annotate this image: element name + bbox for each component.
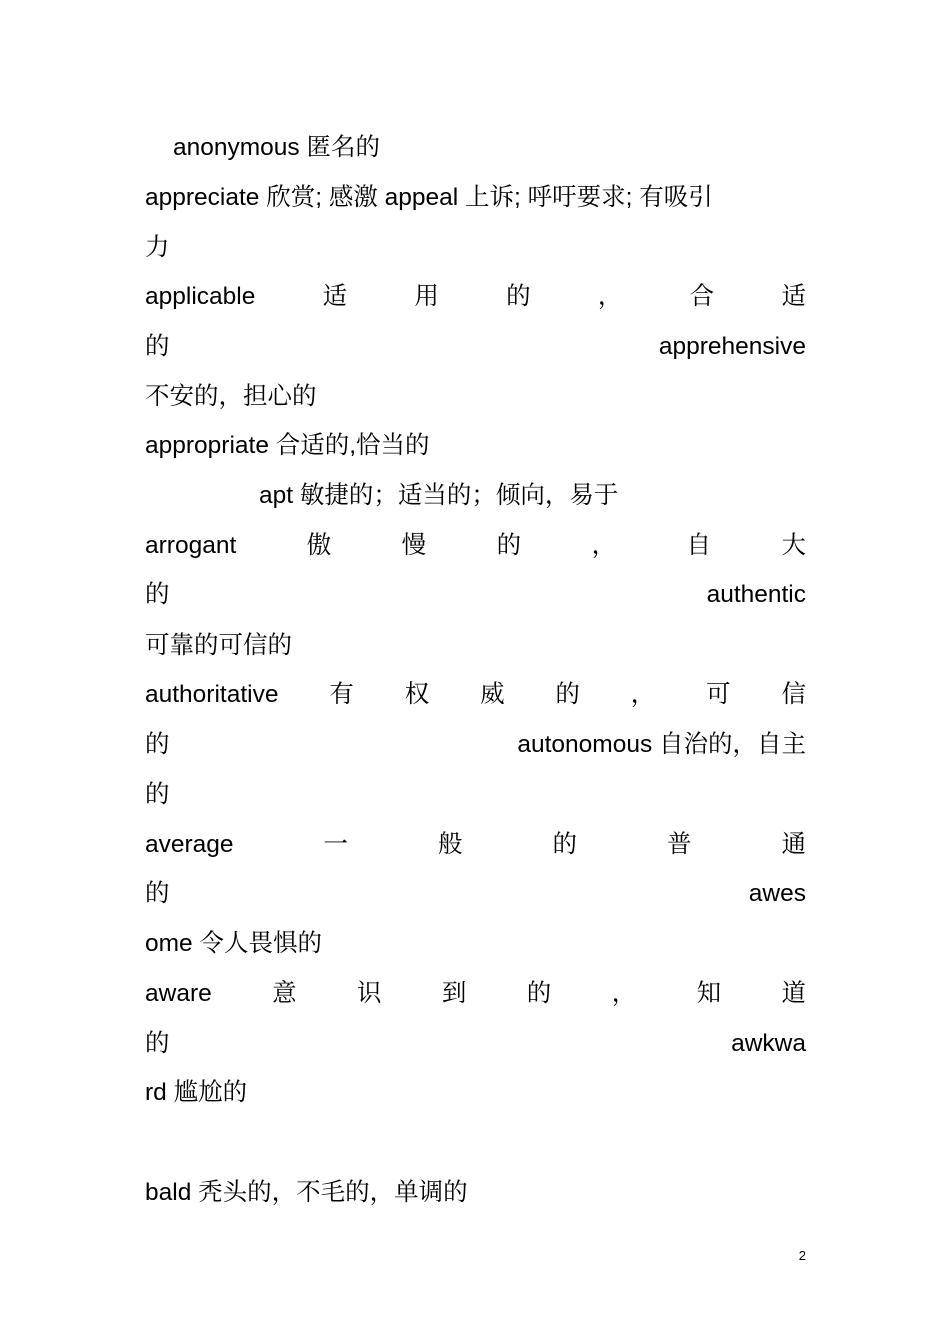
glyph: 适 (322, 283, 348, 310)
glyph: ， (591, 532, 617, 559)
word: awkwa (731, 1030, 806, 1057)
glyph: 大 (781, 532, 806, 559)
entry-authentic-definition: 可靠的可信的 (145, 632, 292, 659)
glyph: 信 (781, 681, 806, 708)
glyph: 自 (686, 532, 712, 559)
entry-anonymous: anonymous 匿名的 (173, 134, 380, 161)
word: apprehensive (658, 333, 806, 360)
entry-aware (145, 974, 806, 1014)
glyph: 可 (706, 681, 731, 708)
glyph: 的 (145, 880, 170, 907)
glyph: 的 (496, 532, 522, 559)
word: applicable (145, 283, 256, 310)
entry-authentic (145, 575, 806, 615)
word: autonomous 自治的，自主 (517, 731, 806, 758)
glyph: 傲 (306, 532, 332, 559)
entry-appeal-continued: 力 (145, 234, 170, 261)
entry-authoritative (145, 675, 806, 715)
word: awes (748, 880, 806, 907)
glyph: 的 (145, 333, 170, 360)
entry-autonomous-continued: 的 (145, 781, 170, 808)
entry-appropriate: appropriate 合适的,恰当的 (145, 432, 430, 459)
entry-apprehensive (145, 327, 806, 367)
word: arrogant (145, 532, 237, 559)
glyph: 的 (145, 1030, 170, 1057)
word: aware (145, 980, 212, 1007)
glyph: 到 (441, 980, 467, 1007)
glyph: 的 (145, 581, 170, 608)
glyph: 慢 (401, 532, 427, 559)
glyph: 适 (781, 283, 806, 310)
word: average (145, 831, 234, 858)
page-number: 2 (798, 1248, 806, 1263)
entry-awkward-continued: rd 尴尬的 (145, 1079, 248, 1106)
glyph: 般 (438, 831, 463, 858)
word: authoritative (145, 681, 279, 708)
entry-apt: apt 敏捷的；适当的；倾向，易于 (259, 482, 619, 509)
glyph: 有 (329, 681, 354, 708)
glyph: 一 (323, 831, 349, 858)
entry-arrogant (145, 526, 806, 566)
entry-autonomous (145, 725, 806, 765)
glyph: 的 (506, 283, 531, 310)
entry-awesome (145, 874, 806, 914)
glyph: 意 (272, 980, 297, 1007)
glyph: 知 (696, 980, 722, 1007)
glyph: 用 (414, 283, 439, 310)
entry-awkward (145, 1024, 806, 1064)
glyph: 的 (526, 980, 552, 1007)
entry-average (145, 825, 806, 865)
entry-appreciate-appeal: appreciate 欣赏; 感激 appeal 上诉; 呼吁要求; 有吸引 (145, 184, 713, 211)
entry-awesome-continued: ome 令人畏惧的 (145, 930, 322, 957)
glyph: 识 (357, 980, 382, 1007)
glyph: 的 (145, 731, 170, 758)
glyph: 合 (689, 283, 715, 310)
entry-bald: bald 秃头的，不毛的，单调的 (145, 1179, 468, 1206)
glyph: 道 (781, 980, 806, 1007)
glyph: 的 (552, 831, 577, 858)
glyph: ， (611, 980, 637, 1007)
entry-applicable (145, 277, 806, 317)
glyph: ， (630, 681, 656, 708)
glyph: ， (597, 283, 623, 310)
glyph: 普 (666, 831, 692, 858)
glyph: 的 (555, 681, 580, 708)
word: authentic (706, 581, 806, 608)
glyph: 权 (404, 681, 430, 708)
glyph: 通 (781, 831, 806, 858)
entry-apprehensive-definition: 不安的，担心的 (145, 383, 317, 410)
glyph: 威 (480, 681, 505, 708)
